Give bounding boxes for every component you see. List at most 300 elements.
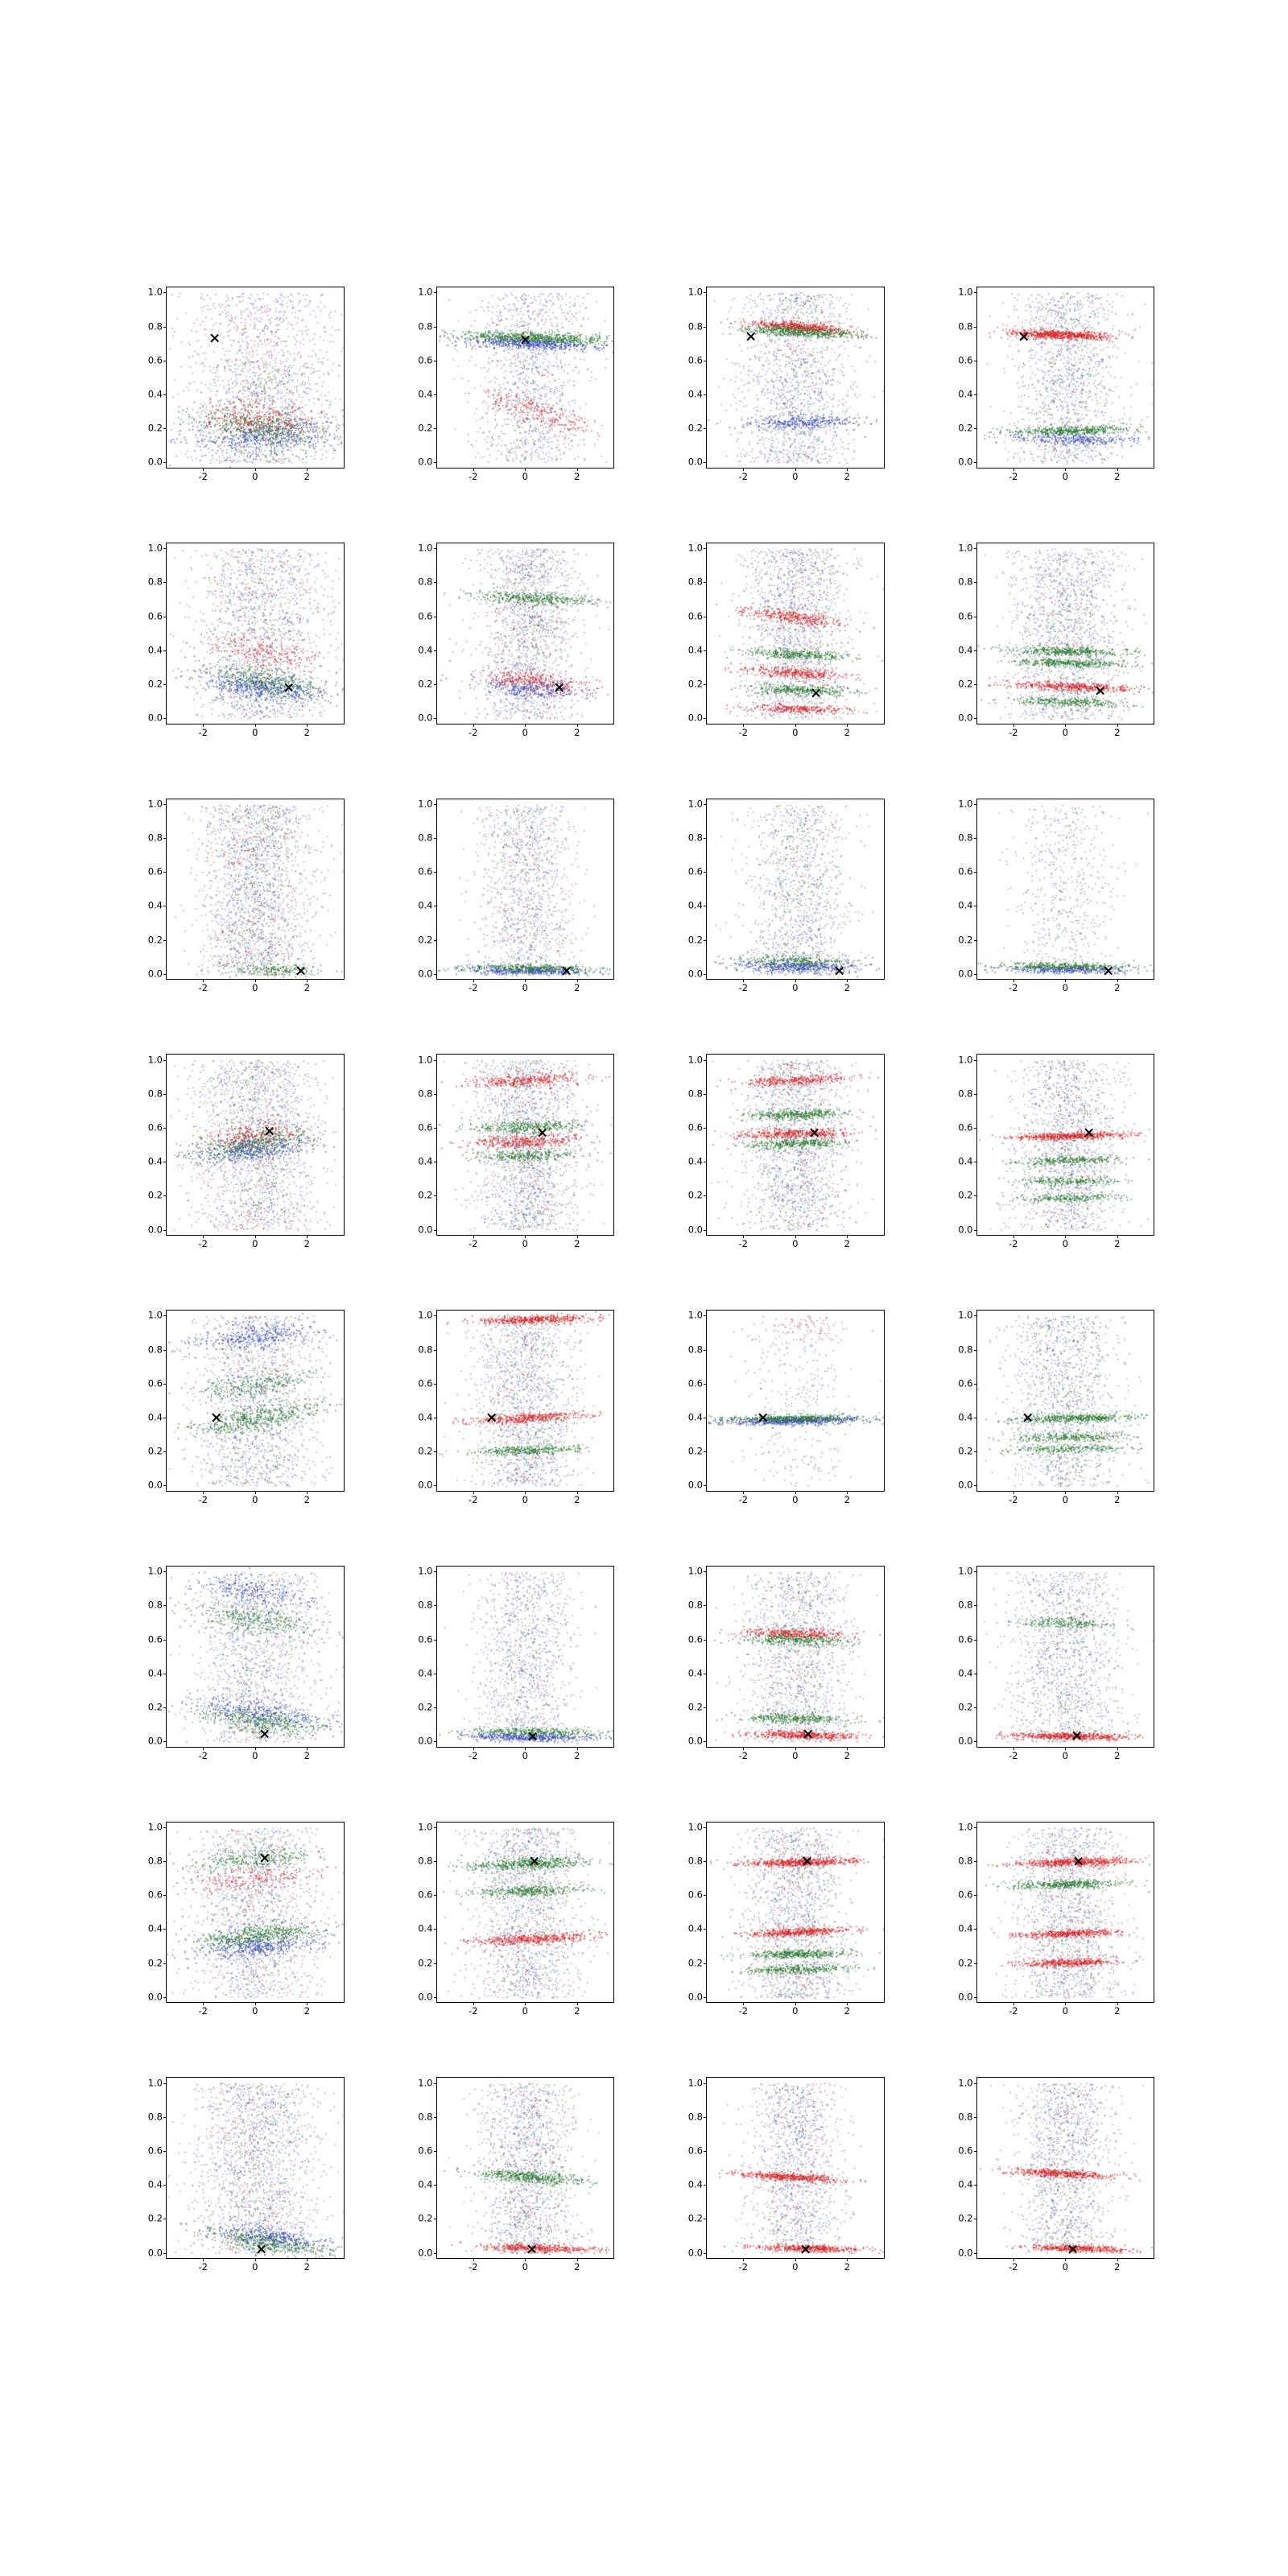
y-tick-label: 0.4 [958, 643, 973, 655]
y-tick-label: 0.6 [958, 1633, 973, 1645]
y-tick-mark [434, 1827, 437, 1828]
y-tick-label: 1.0 [958, 286, 973, 298]
y-tick-mark [974, 1094, 977, 1095]
subplot-20 [129, 1561, 349, 1783]
y-tick-mark [974, 1230, 977, 1231]
x-tick-label: -2 [198, 470, 208, 482]
y-tick-label: 0.2 [687, 422, 703, 434]
x-tick-mark [307, 1491, 308, 1494]
y-tick-mark [434, 718, 437, 719]
x-tick-label: -2 [738, 982, 748, 994]
y-tick-label: 0.0 [687, 712, 703, 724]
y-tick-label: 1.0 [147, 1565, 163, 1577]
y-tick-mark [704, 1707, 707, 1708]
y-tick-label: 0.2 [958, 1445, 973, 1457]
plot-area [147, 1565, 345, 1761]
y-tick-mark [434, 1861, 437, 1862]
x-tick-label: 0 [1062, 470, 1068, 482]
x-tick-mark [577, 1235, 578, 1238]
plot-area [687, 2076, 885, 2273]
y-tick-mark [974, 1350, 977, 1351]
x-tick-mark [473, 2258, 474, 2261]
y-tick-label: 0.6 [958, 1377, 973, 1389]
y-tick-label: 1.0 [958, 1053, 973, 1065]
x-tick-label: 2 [844, 982, 850, 994]
y-tick-label: 1.0 [958, 1309, 973, 1321]
y-tick-mark [434, 804, 437, 805]
x-tick-label: -2 [468, 2261, 478, 2273]
y-tick-mark [434, 1997, 437, 1998]
x-tick-label: -2 [738, 1238, 748, 1249]
x-tick-mark [203, 724, 204, 727]
y-tick-label: 0.0 [147, 712, 163, 724]
plot-area [687, 542, 885, 738]
x-tick-mark [1013, 1235, 1014, 1238]
subplot-23 [939, 1561, 1160, 1783]
y-tick-label: 1.0 [147, 1053, 163, 1065]
y-tick-label: 0.2 [418, 1445, 433, 1457]
scatter-points [707, 799, 884, 980]
x-tick-mark [1065, 1491, 1066, 1494]
y-tick-label: 0.6 [418, 609, 433, 621]
y-tick-mark [434, 1350, 437, 1351]
y-tick-label: 1.0 [147, 1309, 163, 1321]
y-tick-label: 0.8 [147, 1599, 163, 1611]
plot-area [147, 1053, 345, 1249]
x-tick-label: 0 [1062, 726, 1068, 738]
y-tick-mark [704, 1230, 707, 1231]
y-tick-label: 1.0 [418, 2076, 433, 2088]
plot-area [418, 1053, 615, 1249]
x-tick-label: -2 [468, 982, 478, 994]
x-tick-label: 2 [574, 470, 580, 482]
y-tick-label: 0.0 [958, 1479, 973, 1491]
y-tick-mark [434, 1485, 437, 1486]
x-tick-mark [255, 2258, 256, 2261]
x-tick-mark [577, 1491, 578, 1494]
plot-area [687, 1309, 885, 1505]
x-tick-label: -2 [738, 726, 748, 738]
y-tick-mark [163, 1384, 167, 1385]
x-tick-label: 2 [844, 1238, 850, 1249]
plot-area [687, 1821, 885, 2017]
x-tick-label: 2 [303, 470, 310, 482]
y-tick-mark [434, 428, 437, 429]
x-tick-mark [525, 2258, 526, 2261]
y-tick-label: 0.8 [147, 1855, 163, 1867]
y-tick-label: 0.0 [687, 1735, 703, 1747]
y-tick-label: 0.2 [418, 422, 433, 434]
subplot-30 [669, 2072, 890, 2294]
y-tick-label: 0.4 [687, 2178, 703, 2190]
x-tick-mark [525, 1747, 526, 1750]
y-tick-label: 0.4 [418, 388, 433, 400]
y-tick-label: 0.6 [958, 1889, 973, 1901]
x-tick-mark [847, 2002, 848, 2005]
y-tick-label: 0.4 [418, 1411, 433, 1423]
x-tick-mark [255, 2002, 256, 2005]
y-tick-label: 0.4 [418, 1666, 433, 1678]
scatter-points [707, 1567, 884, 1747]
y-tick-label: 0.8 [958, 1855, 973, 1867]
x-tick-label: 0 [522, 726, 528, 738]
y-tick-mark [434, 1707, 437, 1708]
x-tick-label: -2 [1008, 2005, 1018, 2017]
y-tick-label: 0.8 [958, 832, 973, 844]
y-tick-mark [434, 1963, 437, 1964]
y-tick-label: 0.2 [958, 1701, 973, 1713]
y-tick-label: 0.2 [687, 678, 703, 690]
x-tick-label: -2 [198, 726, 208, 738]
y-tick-mark [163, 1571, 167, 1572]
x-tick-label: -2 [1008, 1238, 1018, 1249]
y-tick-mark [704, 1315, 707, 1316]
x-tick-mark [1065, 1747, 1066, 1750]
y-tick-label: 0.8 [687, 1855, 703, 1867]
scatter-points [437, 543, 614, 724]
x-tick-mark [1117, 724, 1118, 727]
x-tick-mark [203, 1235, 204, 1238]
x-tick-mark [743, 468, 744, 471]
x-tick-label: 2 [574, 2005, 580, 2017]
plot-area [147, 798, 345, 994]
scatter-points [707, 2078, 884, 2258]
x-tick-mark [525, 2002, 526, 2005]
x-tick-mark [847, 1491, 848, 1494]
scatter-points [977, 2078, 1154, 2258]
y-tick-label: 1.0 [687, 1565, 703, 1577]
y-tick-mark [163, 1963, 167, 1964]
y-tick-label: 0.2 [958, 422, 973, 434]
x-tick-mark [203, 1491, 204, 1494]
y-tick-mark [434, 1605, 437, 1606]
y-tick-label: 1.0 [687, 798, 703, 810]
subplot-24 [129, 1817, 349, 2039]
x-tick-mark [847, 2258, 848, 2261]
subplot-8 [129, 794, 349, 1016]
x-tick-label: 2 [574, 1749, 580, 1761]
y-tick-mark [974, 582, 977, 583]
y-tick-mark [704, 2253, 707, 2254]
subplot-12 [129, 1049, 349, 1271]
subplot-21 [399, 1561, 620, 1783]
y-tick-label: 0.8 [147, 576, 163, 588]
y-tick-label: 0.2 [958, 1189, 973, 1201]
y-tick-mark [974, 872, 977, 873]
y-tick-mark [974, 1707, 977, 1708]
y-tick-label: 0.2 [687, 2212, 703, 2224]
x-tick-label: -2 [198, 1493, 208, 1505]
x-tick-label: 0 [1062, 1493, 1068, 1505]
y-tick-label: 1.0 [418, 286, 433, 298]
scatter-points [167, 1055, 344, 1235]
y-tick-label: 0.2 [687, 1701, 703, 1713]
plot-area [147, 542, 345, 738]
x-tick-mark [795, 1747, 796, 1750]
y-tick-label: 0.0 [147, 1735, 163, 1747]
y-tick-mark [704, 292, 707, 293]
x-tick-label: -2 [468, 726, 478, 738]
y-tick-mark [974, 1485, 977, 1486]
x-tick-label: -2 [468, 470, 478, 482]
y-tick-label: 0.2 [958, 1956, 973, 1968]
x-tick-label: 2 [303, 1238, 310, 1249]
x-tick-label: 2 [1114, 1493, 1121, 1505]
scatter-points [437, 1823, 614, 2003]
y-tick-mark [434, 1929, 437, 1930]
subplot-25 [399, 1817, 620, 2039]
x-tick-label: 0 [252, 2261, 258, 2273]
y-tick-mark [163, 838, 167, 839]
subplot-15 [939, 1049, 1160, 1271]
x-tick-mark [1117, 979, 1118, 982]
y-tick-label: 0.4 [418, 899, 433, 911]
y-tick-label: 1.0 [418, 798, 433, 810]
x-tick-label: 2 [303, 2005, 310, 2017]
x-tick-label: 0 [252, 2005, 258, 2017]
subplot-19 [939, 1305, 1160, 1527]
y-tick-mark [163, 1741, 167, 1742]
x-tick-label: 0 [522, 1238, 528, 1249]
y-tick-label: 0.4 [958, 899, 973, 911]
y-tick-label: 1.0 [687, 286, 703, 298]
subplot-2 [669, 282, 890, 504]
subplot-10 [669, 794, 890, 1016]
plot-area [418, 1565, 615, 1761]
y-tick-label: 0.4 [147, 1922, 163, 1934]
y-tick-mark [434, 838, 437, 839]
y-tick-label: 0.0 [687, 1223, 703, 1235]
y-tick-label: 0.4 [687, 899, 703, 911]
y-tick-label: 0.6 [418, 865, 433, 877]
y-tick-label: 0.8 [147, 320, 163, 332]
y-tick-label: 0.4 [958, 1922, 973, 1934]
y-tick-label: 0.4 [147, 643, 163, 655]
y-tick-label: 0.0 [958, 1735, 973, 1747]
x-tick-mark [577, 468, 578, 471]
x-tick-mark [847, 724, 848, 727]
x-tick-mark [577, 2002, 578, 2005]
y-tick-mark [434, 1094, 437, 1095]
y-tick-mark [974, 1315, 977, 1316]
y-tick-mark [974, 1741, 977, 1742]
x-tick-label: 2 [303, 982, 310, 994]
x-tick-mark [307, 2002, 308, 2005]
x-tick-mark [1013, 1747, 1014, 1750]
scatter-points [977, 543, 1154, 724]
plot-area [958, 798, 1155, 994]
x-tick-mark [525, 724, 526, 727]
x-tick-label: 0 [252, 1749, 258, 1761]
plot-area [958, 2076, 1155, 2273]
y-tick-label: 0.6 [687, 1377, 703, 1389]
y-tick-label: 1.0 [687, 2076, 703, 2088]
x-tick-mark [795, 724, 796, 727]
y-tick-mark [163, 804, 167, 805]
y-tick-label: 1.0 [687, 1821, 703, 1833]
y-tick-mark [974, 1384, 977, 1385]
y-tick-mark [704, 650, 707, 651]
y-tick-mark [974, 1571, 977, 1572]
y-tick-mark [974, 1605, 977, 1606]
y-tick-label: 0.2 [147, 2212, 163, 2224]
subplot-4 [129, 538, 349, 760]
y-tick-label: 0.4 [147, 1666, 163, 1678]
y-tick-label: 0.6 [687, 1889, 703, 1901]
x-tick-label: -2 [738, 470, 748, 482]
x-tick-mark [473, 1747, 474, 1750]
x-tick-label: 0 [792, 2005, 799, 2017]
scatter-points [167, 1311, 344, 1491]
y-tick-label: 0.4 [687, 1666, 703, 1678]
y-tick-label: 0.6 [687, 1121, 703, 1133]
y-tick-label: 0.8 [687, 2111, 703, 2123]
y-tick-mark [704, 1827, 707, 1828]
y-tick-mark [163, 462, 167, 463]
y-tick-mark [434, 1195, 437, 1196]
x-tick-label: 0 [252, 1493, 258, 1505]
x-tick-label: 0 [792, 726, 799, 738]
x-tick-label: 2 [844, 2261, 850, 2273]
y-tick-label: 0.8 [687, 1088, 703, 1100]
x-tick-label: -2 [198, 1749, 208, 1761]
subplot-13 [399, 1049, 620, 1271]
y-tick-label: 0.6 [147, 1121, 163, 1133]
y-tick-mark [704, 548, 707, 549]
scatter-points [707, 1311, 884, 1491]
subplot-6 [669, 538, 890, 760]
y-tick-mark [974, 1827, 977, 1828]
y-tick-mark [974, 1929, 977, 1930]
y-tick-mark [974, 1195, 977, 1196]
y-tick-label: 0.0 [147, 1223, 163, 1235]
y-tick-mark [163, 428, 167, 429]
subplot-27 [939, 1817, 1160, 2039]
x-tick-label: 2 [303, 2261, 310, 2273]
y-tick-mark [434, 1741, 437, 1742]
y-tick-label: 0.4 [958, 1155, 973, 1167]
x-tick-mark [577, 724, 578, 727]
y-tick-mark [704, 1060, 707, 1061]
y-tick-mark [434, 1060, 437, 1061]
y-tick-mark [974, 327, 977, 328]
y-tick-mark [974, 684, 977, 685]
y-tick-label: 0.0 [958, 456, 973, 468]
y-tick-label: 0.4 [958, 2178, 973, 2190]
y-tick-mark [974, 1128, 977, 1129]
x-tick-label: 2 [303, 726, 310, 738]
y-tick-label: 0.8 [418, 1343, 433, 1355]
y-tick-mark [163, 1929, 167, 1930]
x-tick-label: -2 [1008, 2261, 1018, 2273]
y-tick-mark [704, 2185, 707, 2186]
y-tick-mark [434, 2185, 437, 2186]
x-tick-mark [847, 1747, 848, 1750]
plot-area [147, 286, 345, 482]
x-tick-mark [1117, 1491, 1118, 1494]
x-tick-mark [1117, 468, 1118, 471]
x-tick-mark [203, 979, 204, 982]
y-tick-label: 0.2 [958, 678, 973, 690]
x-tick-mark [255, 979, 256, 982]
x-tick-mark [473, 2002, 474, 2005]
x-tick-label: -2 [1008, 1749, 1018, 1761]
y-tick-label: 1.0 [687, 1053, 703, 1065]
scatter-points [167, 1823, 344, 2003]
y-tick-mark [974, 1895, 977, 1896]
y-tick-label: 0.0 [418, 1991, 433, 2003]
y-tick-mark [704, 1741, 707, 1742]
y-tick-mark [163, 1195, 167, 1196]
x-tick-label: 0 [522, 982, 528, 994]
y-tick-mark [704, 1571, 707, 1572]
y-tick-label: 0.0 [958, 712, 973, 724]
y-tick-mark [434, 462, 437, 463]
y-tick-label: 0.8 [958, 1088, 973, 1100]
y-tick-mark [704, 1384, 707, 1385]
y-tick-label: 0.8 [418, 832, 433, 844]
x-tick-mark [307, 1235, 308, 1238]
y-tick-label: 0.4 [147, 899, 163, 911]
y-tick-mark [163, 1861, 167, 1862]
y-tick-mark [163, 2185, 167, 2186]
y-tick-mark [434, 1315, 437, 1316]
y-tick-label: 0.0 [418, 1223, 433, 1235]
y-tick-mark [704, 684, 707, 685]
y-tick-mark [704, 1997, 707, 1998]
x-tick-mark [1013, 2002, 1014, 2005]
x-tick-label: 2 [844, 726, 850, 738]
y-tick-mark [704, 1485, 707, 1486]
y-tick-label: 0.0 [147, 1479, 163, 1491]
x-tick-mark [1065, 468, 1066, 471]
y-tick-label: 0.6 [147, 2145, 163, 2157]
x-tick-label: 2 [1114, 982, 1121, 994]
y-tick-mark [434, 872, 437, 873]
y-tick-label: 0.2 [958, 2212, 973, 2224]
y-tick-label: 0.6 [147, 609, 163, 621]
y-tick-mark [704, 1605, 707, 1606]
y-tick-mark [163, 327, 167, 328]
x-tick-label: -2 [738, 1749, 748, 1761]
x-tick-mark [1117, 2002, 1118, 2005]
y-tick-label: 0.2 [147, 1701, 163, 1713]
x-tick-label: 0 [252, 982, 258, 994]
y-tick-mark [974, 2117, 977, 2118]
x-tick-mark [255, 1235, 256, 1238]
y-tick-mark [434, 650, 437, 651]
x-tick-label: 0 [1062, 982, 1068, 994]
x-tick-label: -2 [198, 982, 208, 994]
y-tick-label: 0.8 [958, 320, 973, 332]
y-tick-label: 0.6 [147, 1889, 163, 1901]
x-tick-mark [255, 1747, 256, 1750]
y-tick-label: 0.0 [687, 456, 703, 468]
y-tick-mark [434, 1384, 437, 1385]
y-tick-mark [704, 462, 707, 463]
y-tick-label: 1.0 [687, 1309, 703, 1321]
plot-area [418, 1821, 615, 2017]
y-tick-label: 0.2 [418, 933, 433, 945]
y-tick-label: 1.0 [147, 2076, 163, 2088]
x-tick-label: 0 [1062, 1238, 1068, 1249]
plot-area [958, 286, 1155, 482]
x-tick-mark [255, 468, 256, 471]
y-tick-label: 0.2 [418, 1189, 433, 1201]
x-tick-label: 2 [574, 726, 580, 738]
subplot-14 [669, 1049, 890, 1271]
x-tick-label: 2 [1114, 1749, 1121, 1761]
